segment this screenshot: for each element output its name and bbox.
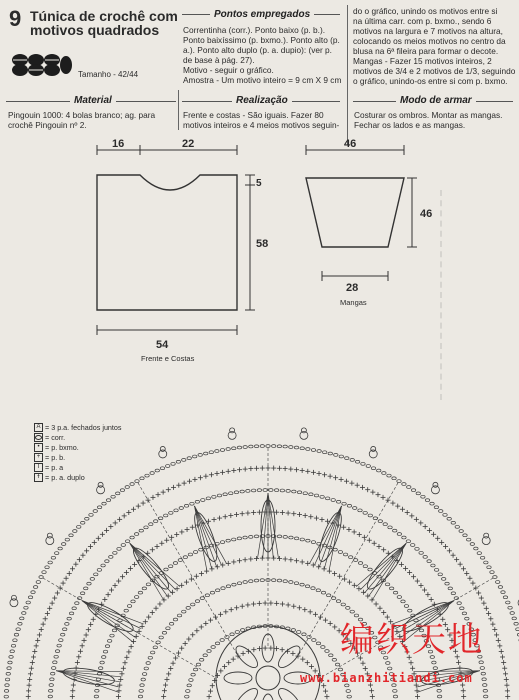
dim-28: 28 — [346, 282, 359, 294]
schematic-diagram — [0, 130, 519, 370]
legend-symbol: T — [34, 463, 43, 472]
dim-46-height: 46 — [420, 208, 433, 220]
legend-symbol: Ŧ — [34, 473, 43, 482]
size-label: Tamanho - 42/44 — [78, 70, 139, 79]
caption-frente-costas: Frente e Costas — [141, 354, 195, 363]
legend-symbol: • — [34, 443, 43, 452]
legend-item: = corr. — [34, 432, 122, 442]
legend-item: + = p. b. — [34, 452, 122, 462]
continuation-text: do o gráfico, unindo os motivos entre si na última carr. com p. bxmo., sendo 6 motivos na largura e 7 motivos na altura, colocando os meios motivos no centro da blusa na 6ª fileira para formar o decote. Mangas - Fazer 15 motivos inteiros, 2 motivos de 3/4 e 2 motivos de 1/3, seguindo o gráfico, unindo-os entre si com p. bxmo. — [353, 6, 516, 86]
armar-text: Costurar os ombros. Montar as mangas. Fechar os lados e as mangas. — [354, 110, 503, 130]
dim-54: 54 — [156, 339, 169, 351]
pontos-text: Correntinha (corr.). Ponto baixo (p. b.). Ponto baixíssimo (p. bxmo.). Ponto alto (p. a.). Ponto alto duplo (p. a. dupio): (ver p. de base à pág. 27). Motivo - seguir o gráfico. Amostra - Um motivo inteiro = 9 cm X 9 cm — [183, 25, 342, 85]
section-heading-realizacao: Realização — [232, 95, 292, 106]
dim-58: 58 — [256, 238, 269, 250]
legend-item: T = p. a — [34, 462, 122, 472]
section-heading-pontos: Pontos empregados — [210, 9, 314, 20]
dim-5: 5 — [256, 178, 262, 189]
legend-item: Ŧ = p. a. duplo — [34, 472, 122, 482]
yarn-skeins-icon — [10, 52, 74, 78]
legend-item: • = p. bxmo. — [34, 442, 122, 452]
legend-symbol: A — [34, 423, 43, 432]
pattern-title: Túnica de crochê com motivos quadrados — [30, 8, 178, 38]
pattern-number: 9 — [9, 6, 22, 31]
legend-symbol: + — [34, 453, 43, 462]
section-heading-armar: Modo de armar — [396, 95, 476, 106]
caption-mangas: Mangas — [340, 298, 367, 307]
legend-item: A = 3 p.a. fechados juntos — [34, 422, 122, 432]
realizacao-text: Frente e costas - São iguais. Fazer 80 motivos inteiros e 4 meios motivos seguin- — [183, 110, 340, 130]
watermark-url: www.bianzhitiandi.com — [300, 671, 473, 685]
dim-22: 22 — [182, 138, 195, 150]
watermark-chinese: 编织天地 — [340, 620, 484, 660]
dim-16: 16 — [112, 138, 125, 150]
section-heading-material: Material — [70, 95, 116, 106]
dim-46-width: 46 — [344, 138, 357, 150]
material-text: Pingouin 1000: 4 bolas branco; ag. para crochê Pingouin nº 2. — [8, 110, 156, 130]
